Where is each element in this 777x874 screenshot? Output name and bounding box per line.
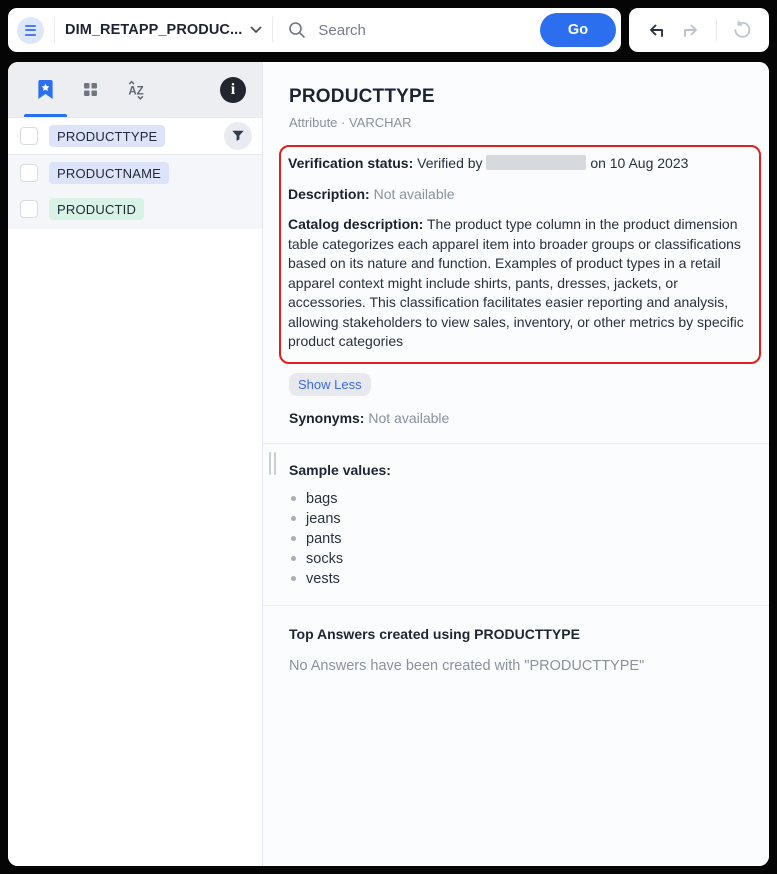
sample-value: pants	[289, 529, 755, 549]
column-type-subtitle: Attribute · VARCHAR	[289, 115, 412, 130]
refresh-icon[interactable]	[732, 20, 752, 40]
verification-status-line: Verification status: Verified by on 10 Aug 2023	[288, 155, 689, 171]
svg-text:AZ: AZ	[127, 85, 144, 97]
top-answers-section	[263, 606, 769, 674]
history-toolbar	[629, 8, 769, 52]
show-less-button[interactable]: Show Less	[289, 373, 371, 396]
undo-icon[interactable]	[646, 20, 666, 40]
top-bar	[8, 8, 769, 52]
tab-bar-spacer	[158, 62, 220, 117]
sample-value: jeans	[289, 509, 755, 529]
catalog-description: Catalog description: The product type column in the product dimension table categorizes each apparel item into broader groups or classifications based on its nature and function. Examples of product types in a retail apparel context might include shirts, pants, dresses, jackets, or accessories. This classification facilitates easier reporting and analysis, allowing stakeholders to view sales, inventory, or other metrics by specific product categories	[288, 216, 744, 349]
top-answers-empty-message: No Answers have been created with "PRODUCTTYPE"	[289, 657, 645, 674]
search-icon	[288, 21, 306, 39]
column-row-producttype[interactable]	[8, 117, 262, 155]
sidebar-empty-area	[8, 229, 262, 866]
info-icon[interactable]: i	[220, 77, 246, 103]
divider	[272, 17, 273, 43]
menu-icon[interactable]	[17, 17, 44, 44]
go-button[interactable]: Go	[540, 13, 616, 47]
sample-values-label: Sample values:	[289, 461, 391, 478]
search-input[interactable]	[316, 21, 530, 40]
chevron-down-icon	[250, 26, 262, 34]
divider	[54, 17, 55, 43]
tab-sort-az[interactable]	[113, 62, 158, 117]
filter-icon[interactable]	[224, 122, 252, 150]
column-chip[interactable]: PRODUCTID	[49, 198, 144, 220]
synonyms-line: Synonyms: Not available	[289, 409, 450, 426]
drag-handle[interactable]	[269, 452, 276, 475]
sample-values-section	[263, 444, 769, 605]
search-bar-container	[8, 8, 621, 52]
sample-value: bags	[289, 489, 755, 509]
data-source-picker[interactable]	[65, 22, 262, 38]
sample-values-list	[289, 489, 755, 589]
column-list	[8, 117, 262, 229]
redacted-username	[486, 155, 586, 170]
checkbox[interactable]	[20, 164, 38, 182]
column-detail-panel	[263, 62, 769, 866]
tab-all-columns[interactable]	[68, 62, 113, 117]
sidebar-tab-bar	[8, 62, 262, 117]
search-field-wrap	[283, 13, 616, 47]
checkbox[interactable]	[20, 127, 38, 145]
column-info-section	[263, 62, 769, 443]
tab-bookmarked-columns[interactable]	[23, 62, 68, 117]
panel-empty-area	[263, 674, 769, 867]
column-row-productname[interactable]	[8, 155, 262, 191]
checkbox[interactable]	[20, 200, 38, 218]
sample-value: vests	[289, 569, 755, 589]
data-source-name: DIM_RETAPP_PRODUC...	[65, 22, 243, 38]
annotation-highlight-box	[279, 145, 761, 364]
content-area	[8, 62, 769, 866]
bookmark-tab-icon	[36, 79, 55, 100]
top-answers-heading: Top Answers created using PRODUCTTYPE	[289, 625, 580, 642]
divider	[716, 19, 717, 41]
column-chip[interactable]: PRODUCTNAME	[49, 162, 169, 184]
page-title: PRODUCTTYPE	[289, 86, 435, 107]
column-chip[interactable]: PRODUCTTYPE	[49, 125, 165, 147]
columns-sidebar	[8, 62, 263, 866]
sort-az-tab-icon	[124, 79, 148, 101]
column-row-productid[interactable]	[8, 191, 262, 227]
grid-tab-icon	[82, 81, 99, 98]
redo-icon[interactable]	[681, 20, 701, 40]
description-line: Description: Not available	[288, 185, 455, 202]
sample-value: socks	[289, 549, 755, 569]
